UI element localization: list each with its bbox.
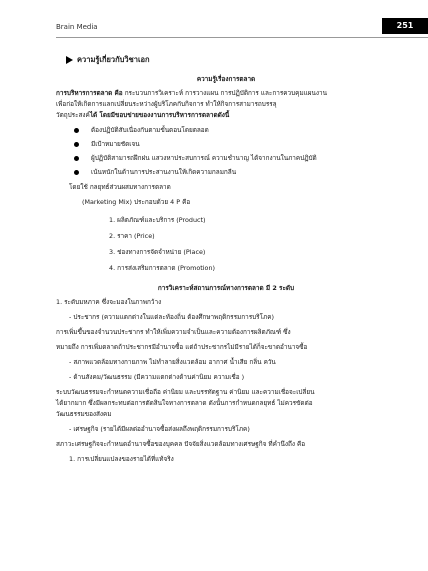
bullet-text: มีเป้าหมายชัดเจน xyxy=(91,140,140,148)
bullet-dot-icon xyxy=(74,142,79,147)
culture-line-3: วัฒนธรรมของสังคม xyxy=(56,410,112,418)
population-line-2: หมายถึง การเพิ่มตลาดถ้าประชากรมีอำนาจซื้อ แต่ถ้าประชากรไม่มีรายได้ก็จะขาดอำนาจซื้อ xyxy=(56,343,308,351)
four-p-item: 2. ราคา (Price) xyxy=(109,232,155,240)
definition-term: การบริหารการตลาด คือ xyxy=(56,89,123,97)
economy-line-1: สภาวะเศรษฐกิจจะกำหนดอำนาจซื้อของบุคคล ปัจจัยสิ่งแวดล้อมทางเศรษฐกิจ ที่คำนึงถึง คือ xyxy=(56,440,306,448)
bullet-dot-icon xyxy=(74,156,79,161)
four-p-item: 1. ผลิตภัณฑ์และบริการ (Product) xyxy=(109,216,206,224)
header-divider xyxy=(56,37,428,38)
analysis-title: การวิเคราะห์สถานการณ์ทางการตลาด มี 2 ระดับ xyxy=(157,284,295,292)
objective-line xyxy=(56,110,396,121)
page-number: 251 xyxy=(382,18,428,34)
definition-line-1 xyxy=(56,88,396,99)
brand-name: Brain Media xyxy=(56,23,98,31)
marketing-title: ความรู้เรื่องการตลาด xyxy=(196,75,256,83)
definition-text: กระบวนการวิเคราะห์ การวางแผน การปฏิบัติการ และการควบคุมแผนงาน xyxy=(122,89,327,97)
definition-line-2: เพื่อก่อให้เกิดการแลกเปลี่ยนระหว่างผู้บริโภคกับกิจการ ทำให้กิจการสามารถบรรลุ xyxy=(56,100,277,108)
environment-item: - สภาพแวดล้อมทางกายภาพ ไม่ทำลายสิ่งแวดล้อม อากาศ น้ำเสีย กลิ่น ควัน xyxy=(69,358,276,366)
objective-prefix: วัตถุประสงค์ xyxy=(56,111,90,119)
bullet-text: เน้นหนักในด้านการประสานงานให้เกิดความกลมกลืน xyxy=(91,168,237,176)
bullet-dot-icon xyxy=(74,170,79,175)
culture-line-2: ได้ยากมาก ซึ่งมีผลกระทบต่อการตัดสินใจทางการตลาด ดังนั้นการกำหนดกลยุทธ์ ไม่ควรขัดต่อ xyxy=(56,399,313,407)
economy-numbered-item: 1. การเปลี่ยนแปลงของรายได้ที่แท้จริง xyxy=(69,455,174,463)
section-heading xyxy=(56,54,396,65)
four-p-item: 4. การส่งเสริมการตลาด (Promotion) xyxy=(109,264,215,272)
section-title: ความรู้เกี่ยวกับวิชาเอก xyxy=(77,55,150,64)
list-item xyxy=(74,125,396,136)
population-item: - ประชากร (ความแตกต่างในแต่ละท้องถิ่น ต้องศึกษาพฤติกรรมการบริโภค) xyxy=(69,313,275,321)
arrow-bullet-icon xyxy=(66,56,73,64)
bullet-text: ต้องปฏิบัติสับเนื่องกันตามขั้นตอนโดยตลอด xyxy=(91,126,209,134)
four-p-item: 3. ช่องทางการจัดจำหน่าย (Place) xyxy=(109,248,206,256)
culture-item: - ด้านสังคม/วัฒนธรรม (มีความแตกต่างด้านค่านิยม ความเชื่อ ) xyxy=(69,373,245,381)
list-item xyxy=(74,153,396,164)
page-header xyxy=(0,18,428,36)
population-line-1: การเพิ่มขึ้นของจำนวนประชากร ทำให้เพิ่มความจำเป็นและความต้องการผลิตภัณฑ์ ซึ่ง xyxy=(56,328,291,336)
bullet-dot-icon xyxy=(74,128,79,133)
list-item xyxy=(74,139,396,150)
list-item xyxy=(74,167,396,178)
bullet-text: ผู้ปฏิบัติสามารถฝึกฝน แสวงหาประสบการณ์ ความชำนาญ ได้จากงานในภาคปฏิบัติ xyxy=(91,154,317,162)
strategy-line-2: (Marketing Mix) ประกอบด้วย 4 P คือ xyxy=(82,198,191,206)
level-1-line: 1. ระดับมหภาค ซึ่งจะมองในภาพกว้าง xyxy=(56,298,162,306)
document-body xyxy=(56,48,396,465)
economy-item: - เศรษฐกิจ (รายได้มีผลต่ออำนาจซื้อส่งผลถึงพฤติกรรมการบริโภค) xyxy=(69,425,250,433)
culture-line-1: ระบบวัฒนธรรมจะกำหนดความเชื่อถือ ค่านิยม และบรรทัดฐาน ค่านิยม และความเชื่อจะเปลี่ยน xyxy=(56,388,315,396)
objective-bold: ได้ โดยมีขอบข่ายของงานการบริหารการตลาดดังนี้ xyxy=(89,111,230,119)
strategy-line-1: โดยใช้ กลยุทธ์ส่วนผสมทางการตลาด xyxy=(69,183,171,191)
